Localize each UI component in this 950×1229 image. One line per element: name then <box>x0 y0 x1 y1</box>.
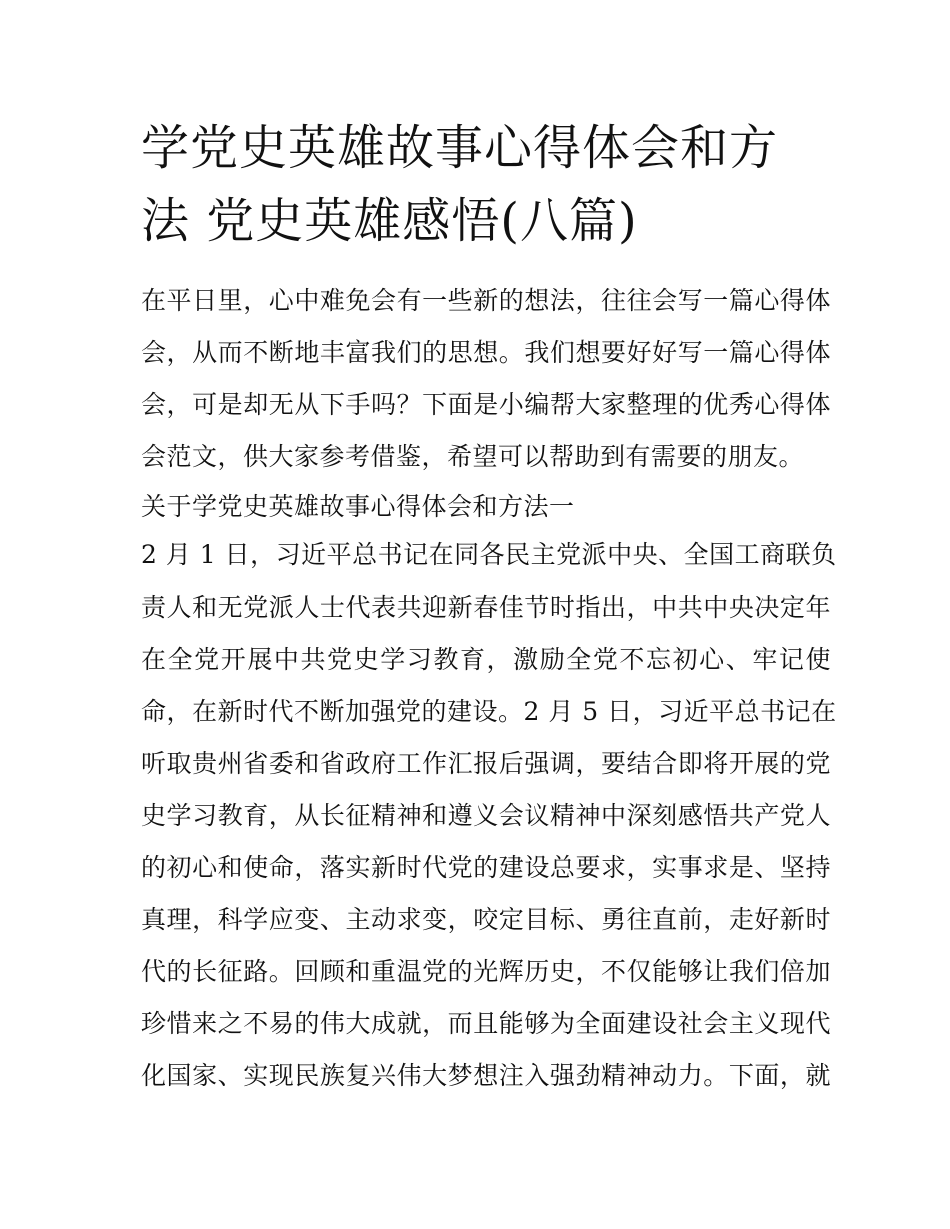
body-line-5: 听取贵州省委和省政府工作汇报后强调，要结合即将开展的党 <box>141 749 831 778</box>
body-line-6: 史学习教育，从长征精神和遵义会议精神中深刻感悟共产党人 <box>141 801 831 830</box>
title-line-2: 法 党史英雄感悟(八篇) <box>141 193 638 249</box>
body-line-10: 珍惜来之不易的伟大成就，而且能够为全面建设社会主义现代 <box>141 1009 831 1038</box>
intro-line-3: 会，可是却无从下手吗？下面是小编帮大家整理的优秀心得体 <box>141 390 831 419</box>
intro-line-2: 会，从而不断地丰富我们的思想。我们想要好好写一篇心得体 <box>141 338 831 367</box>
body-line-9: 代的长征路。回顾和重温党的光辉历史，不仅能够让我们倍加 <box>141 957 831 986</box>
body-line-11: 化国家、实现民族复兴伟大梦想注入强劲精神动力。下面，就 <box>141 1061 831 1090</box>
body-line-8: 真理，科学应变、主动求变，咬定目标、勇往直前，走好新时 <box>141 905 831 934</box>
body-line-2: 责人和无党派人士代表共迎新春佳节时指出，中共中央决定年 <box>141 593 831 622</box>
body-line-1: 2 月 1 日，习近平总书记在同各民主党派中央、全国工商联负 <box>141 540 837 569</box>
body-line-7: 的初心和使命，落实新时代党的建设总要求，实事求是、坚持 <box>141 853 831 882</box>
intro-line-1: 在平日里，心中难免会有一些新的想法，往往会写一篇心得体 <box>141 286 831 315</box>
body-line-4: 命，在新时代不断加强党的建设。2 月 5 日，习近平总书记在 <box>141 697 837 726</box>
body-line-3: 在全党开展中共党史学习教育，激励全党不忘初心、牢记使 <box>141 645 831 674</box>
title-line-1: 学党史英雄故事心得体会和方 <box>141 120 779 176</box>
document-title <box>141 112 831 258</box>
section-heading: 关于学党史英雄故事心得体会和方法一 <box>141 492 575 521</box>
intro-line-4: 会范文，供大家参考借鉴，希望可以帮助到有需要的朋友。 <box>141 442 805 471</box>
